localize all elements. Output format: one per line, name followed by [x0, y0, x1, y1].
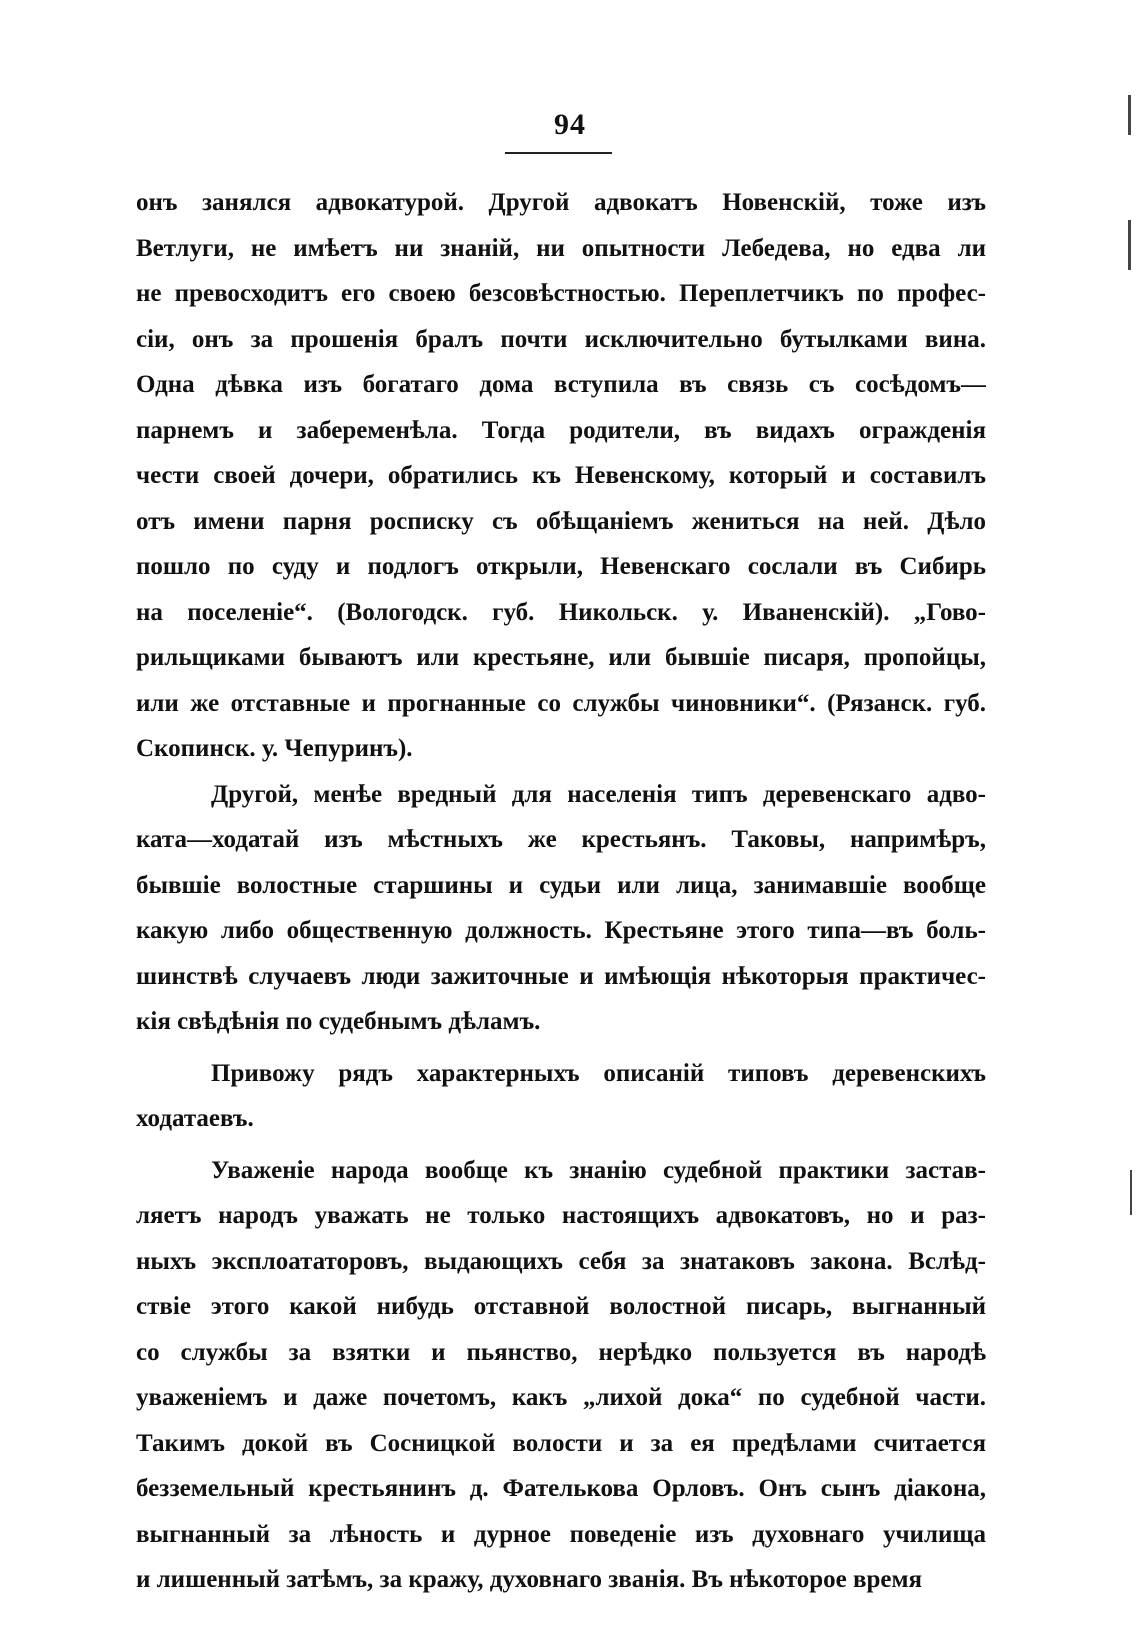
header-rule — [505, 152, 612, 154]
text-line: ляетъ народъ уважать не только настоящихъ адвокатовъ, но и раз- — [136, 1202, 986, 1229]
paragraph — [136, 1051, 986, 1142]
body-text — [136, 180, 986, 1603]
margin-mark — [1128, 95, 1131, 135]
text-line: Ветлуги, не имѣетъ ни знаній, ни опытности Лебедева, но едва ли — [136, 234, 986, 262]
text-line: сіи, онъ за прошенія бралъ почти исключительно бутылками вина. — [136, 325, 986, 353]
text-line: Другой, менѣе вредный для населенія типъ деревенскаго адво- — [211, 780, 986, 808]
text-line: безземельный крестьянинъ д. Фателькова Орловъ. Онъ сынъ діакона, — [136, 1475, 986, 1502]
text-line: чести своей дочери, обратились къ Невенскому, который и составилъ — [136, 462, 986, 489]
text-line: уваженіемъ и даже почетомъ, какъ „лихой дока“ по судебной части. — [136, 1384, 986, 1411]
text-line: ката—ходатай изъ мѣстныхъ же крестьянъ. Таковы, напримѣръ, — [136, 826, 986, 853]
text-line: бывшіе волостные старшины и судьи или лица, занимавшіе вообще — [136, 871, 986, 899]
text-line: не превосходитъ его своею безсовѣстностью. Переплетчикъ по профес- — [136, 280, 986, 307]
text-line: выгнанный за лѣность и дурное поведеніе изъ духовнаго училища — [136, 1520, 986, 1548]
text-line: шинствѣ случаевъ люди зажиточные и имѣющія нѣкоторыя практичес- — [136, 962, 986, 990]
paragraph — [136, 180, 986, 772]
text-line: парнемъ и забеременѣла. Тогда родители, въ видахъ огражденія — [136, 416, 986, 444]
text-line: кія свѣдѣнія по судебнымъ дѣламъ. — [136, 1008, 541, 1035]
text-line: отъ имени парня росписку съ обѣщаніемъ жениться на ней. Дѣло — [136, 507, 986, 535]
text-line: со службы за взятки и пьянство, нерѣдко пользуется въ народѣ — [136, 1338, 986, 1366]
text-line: Одна дѣвка изъ богатаго дома вступила въ связь съ сосѣдомъ— — [136, 371, 986, 398]
text-line: и лишенный затѣмъ, за кражу, духовнаго званія. Въ нѣкоторое время — [136, 1566, 923, 1593]
paragraph — [136, 772, 986, 1045]
margin-mark — [1130, 1170, 1132, 1215]
text-line: ствіе этого какой нибудь отставной волостной писарь, выгнанный — [136, 1293, 986, 1320]
page-number: 94 — [554, 108, 586, 141]
text-line: пошло по суду и подлогъ открыли, Невенскаго сослали въ Сибирь — [136, 553, 986, 580]
text-line: Уваженіе народа вообще къ знанію судебной практики застав- — [211, 1156, 986, 1184]
margin-mark — [1128, 220, 1131, 270]
text-line: Такимъ докой въ Сосницкой волости и за ея предѣлами считается — [136, 1429, 986, 1457]
text-line: ходатаевъ. — [136, 1105, 254, 1132]
text-line: или же отставные и прогнанные со службы чиновники“. (Рязанск. губ. — [136, 689, 986, 717]
text-line: на поселеніе“. (Вологодск. губ. Никольск. у. Иваненскій). „Гово- — [136, 598, 986, 626]
text-line: ныхъ эксплоататоровъ, выдающихъ себя за знатаковъ закона. Вслѣд- — [136, 1247, 986, 1275]
text-line: какую либо общественную должность. Крестьяне этого типа—въ боль- — [136, 917, 986, 944]
text-line: рильщиками бываютъ или крестьяне, или бывшіе писаря, пропойцы, — [136, 644, 986, 671]
text-line: Привожу рядъ характерныхъ описаній типовъ деревенскихъ — [211, 1059, 986, 1087]
paragraph — [136, 1148, 986, 1603]
text-line: онъ занялся адвокатурой. Другой адвокатъ Новенскій, тоже изъ — [136, 189, 986, 216]
text-line: Скопинск. у. Чепуринъ). — [136, 735, 413, 762]
